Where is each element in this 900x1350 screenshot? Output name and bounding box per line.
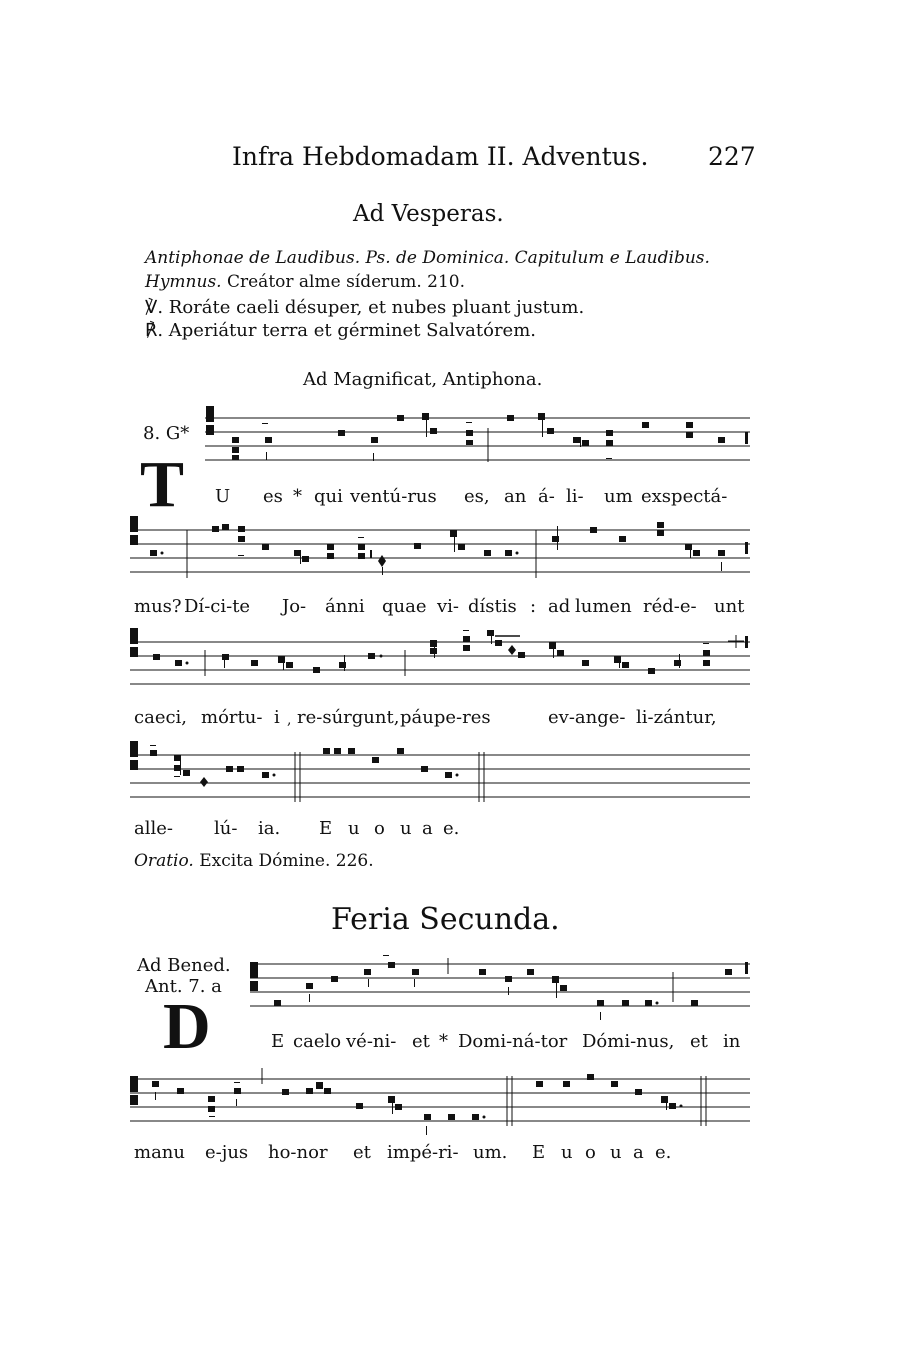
initial-letter-d: D (163, 990, 211, 1063)
syllable: ventú-rus (350, 486, 437, 507)
syllable: * (439, 1031, 448, 1052)
syllable: , (287, 712, 292, 728)
versicle-sign: ℣. (145, 297, 164, 318)
syllable: á- (538, 486, 555, 507)
syllable: es (263, 486, 283, 507)
syllable: mus? (134, 596, 182, 617)
section-title-feria: Feria Secunda. (331, 902, 560, 937)
syllable: lú- (214, 818, 238, 839)
syllable: i (274, 707, 280, 728)
rubric-antiphons: Antiphonae de Laudibus. Ps. de Dominica. Capitulum e Laudibus. (145, 248, 710, 268)
syllable: : (530, 596, 537, 617)
oratio-text: Excita Dómine. 226. (199, 851, 374, 871)
syllable: o (585, 1142, 596, 1163)
mode-label: 8. G* (143, 423, 190, 444)
page-number: 227 (708, 142, 756, 171)
syllable: a (633, 1142, 644, 1163)
syllable: vé-ni- (346, 1031, 397, 1052)
syllable: Jo- (282, 596, 307, 617)
syllable: qui (314, 486, 343, 507)
syllable: Dí-ci-te (184, 596, 251, 617)
section-title-vespers: Ad Vesperas. (353, 201, 504, 227)
syllable: um. (473, 1142, 508, 1163)
syllable: ad (548, 596, 571, 617)
syllable: caeci, (134, 707, 188, 728)
syllable: e. (655, 1142, 672, 1163)
syllable: li-zántur, (636, 707, 717, 728)
syllable: alle- (134, 818, 173, 839)
syllable: * (293, 486, 302, 507)
syllable: et (690, 1031, 708, 1052)
syllable: in (723, 1031, 741, 1052)
syllable: quae (382, 596, 427, 617)
syllable: vi- (437, 596, 460, 617)
syllable: mórtu- (201, 707, 263, 728)
oratio-label: Oratio. (134, 851, 194, 871)
mode-label-line-2: Ant. 7. a (145, 976, 222, 997)
syllable: E (319, 818, 333, 839)
syllable: a (422, 818, 433, 839)
syllable: E (532, 1142, 546, 1163)
syllable: ánni (325, 596, 365, 617)
response-text: Aperiátur terra et gérminet Salvatórem. (168, 320, 536, 341)
antiphon-heading: Ad Magnificat, Antiphona. (303, 369, 543, 390)
syllable: um (604, 486, 633, 507)
syllable: dístis (468, 596, 517, 617)
syllable: caelo (293, 1031, 342, 1052)
syllable: u (348, 818, 360, 839)
syllable: e-jus (205, 1142, 249, 1163)
syllable: u (610, 1142, 622, 1163)
mode-label-line-1: Ad Bened. (137, 955, 231, 976)
hymn-label: Hymnus. (145, 272, 222, 292)
syllable: Domi-ná-tor (458, 1031, 568, 1052)
syllable: e. (443, 818, 460, 839)
syllable: et (412, 1031, 430, 1052)
syllable: u (561, 1142, 573, 1163)
syllable: páupe-res (400, 707, 491, 728)
syllable: E (271, 1031, 285, 1052)
syllable: Dómi-nus, (582, 1031, 675, 1052)
syllable: U (215, 486, 231, 507)
syllable: li- (566, 486, 584, 507)
syllable: manu (134, 1142, 185, 1163)
syllable: o (374, 818, 385, 839)
syllable: exspectá- (641, 486, 728, 507)
syllable: unt (714, 596, 745, 617)
hymn-text: Creátor alme síderum. 210. (226, 272, 466, 292)
syllable: ho-nor (268, 1142, 328, 1163)
syllable: lumen (575, 596, 632, 617)
syllable: es, (464, 486, 490, 507)
syllable: réd-e- (643, 596, 697, 617)
syllable: ev-ange- (548, 707, 626, 728)
syllable: impé-ri- (387, 1142, 459, 1163)
versicle-text: Roráte caeli désuper, et nubes pluant justum. (168, 297, 585, 318)
running-title: Infra Hebdomadam II. Adventus. (232, 142, 649, 171)
initial-letter-t: T (140, 448, 185, 521)
syllable: u (400, 818, 412, 839)
syllable: ia. (258, 818, 281, 839)
response-sign: ℟. (145, 320, 164, 341)
syllable: et (353, 1142, 371, 1163)
syllable: an (504, 486, 527, 507)
syllable: re-súrgunt, (297, 707, 400, 728)
